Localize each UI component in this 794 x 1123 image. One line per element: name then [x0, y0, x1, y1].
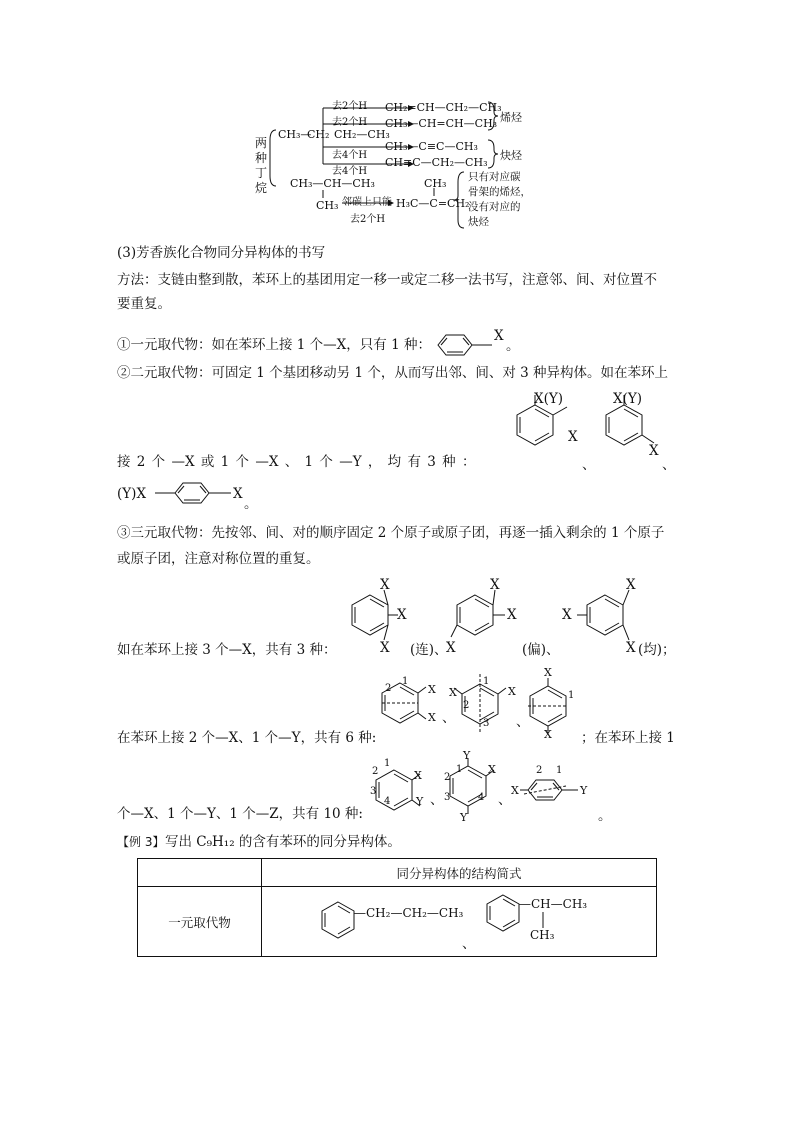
mono-text: ①一元取代物：如在苯环上接 1 个—X，只有 1 种：: [117, 337, 431, 353]
mono-end: 。: [506, 338, 520, 354]
tri-line-3: 如在苯环上接 3 个—X，共有 3 种：: [117, 642, 337, 658]
ortho-xy: X(Y): [534, 391, 564, 407]
propyl-chain: —CH₂—CH₂—CH₃: [354, 906, 464, 920]
vic-x-1: X: [380, 577, 390, 593]
tri-sym-structure: [575, 585, 675, 675]
asym-x-1: X: [446, 640, 456, 656]
pian-label: (偏)、: [522, 642, 560, 658]
mono-x: X: [494, 328, 504, 344]
di-line-2: 接 2 个 —X 或 1 个 —X 、 1 个 —Y ， 均 有 3 种 ：: [117, 454, 476, 470]
sep-2: 、: [662, 457, 676, 473]
ortho-x: X: [568, 429, 578, 445]
para-x: X: [233, 486, 243, 502]
tri-line-1: ③三元取代物：先按邻、间、对的顺序固定 2 个原子或原子团，再逐一插入剩余的 1 个原子: [117, 525, 665, 541]
example-text: 写出 C₉H₁₂ 的含有苯环的同分异构体。: [165, 834, 401, 850]
para-left: (Y)X: [117, 486, 147, 502]
isopropyl-bottom: CH₃: [530, 928, 555, 942]
side-label: 两 种 丁 烷: [255, 136, 268, 195]
row-label: 一元取代物: [138, 887, 262, 957]
asym-x-2: X: [490, 577, 500, 593]
iso-note: 只有对应碳 骨架的烯烃， 没有对应的 炔烃: [468, 171, 531, 228]
jun-label: (均)；: [638, 642, 676, 658]
table-header-empty: [138, 859, 262, 887]
section-title: (3)芳香族化合物同分异构体的书写: [117, 245, 326, 261]
tri-line-5: 个—X、1 个—Y、1 个—Z，共有 10 种:: [117, 806, 363, 822]
method-line-1: 方法：支链由整到散，苯环上的基团用定一移一或定二移一法书写，注意邻、间、对位置不: [117, 272, 657, 288]
tri-line-4b: ；在苯环上接 1: [581, 730, 675, 746]
table-header: 同分异构体的结构简式: [262, 859, 657, 887]
vic-x-2: X: [397, 607, 407, 623]
tri-asym-structure: [445, 585, 545, 675]
meta-xy: X(Y): [613, 391, 643, 407]
isopropyl-top: —CH—CH₃: [519, 897, 588, 911]
vic-x-3: X: [380, 640, 390, 656]
example-label: 【例 3】: [117, 835, 165, 849]
di-line-1: ②二元取代物：可固定 1 个基团移动另 1 个，从而写出邻、间、对 3 种异构体。如在苯环上: [117, 365, 669, 381]
sym-x-2: X: [626, 577, 636, 593]
xyz-structure-3: [520, 770, 610, 810]
method-line-2: 要重复。: [117, 296, 171, 312]
sep-1: 、: [582, 457, 596, 473]
sym-x-3: X: [626, 640, 636, 656]
tri-line-2: 或原子团，注意对称位置的重复。: [117, 551, 320, 567]
lian-label: (连)、: [410, 642, 448, 658]
di-end: 。: [244, 496, 258, 512]
asym-x-3: X: [507, 607, 517, 623]
tri-line-4a: 在苯环上接 2 个—X、1 个—Y，共有 6 种:: [117, 730, 377, 746]
meta-x: X: [649, 443, 659, 459]
tri-vicinal-structure: [340, 585, 440, 675]
sym-x-1: X: [562, 607, 572, 623]
